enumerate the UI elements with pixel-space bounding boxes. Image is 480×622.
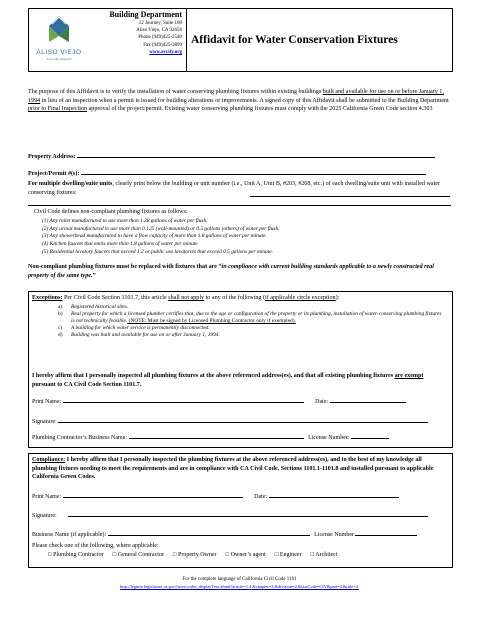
- compliance-license-field[interactable]: [355, 535, 417, 536]
- exceptions-list: [58, 304, 443, 339]
- print-name-label: Print Name:: [32, 399, 62, 405]
- business-name-label: Business Name (if applicable):: [32, 532, 107, 538]
- role-option-architect[interactable]: □ Architect: [310, 552, 338, 558]
- plumber-business-row: [32, 435, 389, 441]
- civil-code-intro: Civil Code defines non-compliant plumbing fixtures as follows:: [34, 209, 188, 215]
- exempt-print-name-field[interactable]: [63, 402, 304, 403]
- project-permit-label: Project/Permit #(s):: [28, 171, 80, 177]
- exception-item[interactable]: a) Registered historical sites.: [58, 304, 129, 310]
- department-title: Building Department: [109, 10, 182, 19]
- checkbox-icon[interactable]: □: [274, 552, 279, 558]
- role-option-plumbing-contractor[interactable]: □ Plumbing Contractor: [48, 552, 104, 558]
- fax: Fax (949)425-3899: [143, 42, 182, 48]
- role-option-property-owner[interactable]: □ Property Owner: [172, 552, 217, 558]
- role-option-engineer[interactable]: □ Engineer: [274, 552, 302, 558]
- civil-code-item: (1) Any toilet manufactured to use more than 1.28 gallons of water per flush.: [42, 218, 208, 224]
- replacement-statement: Non-compliant plumbing fixtures must be replaced with fixtures that are “in compliance with current building standards applicable to a newly constructed real property of the same type.”: [28, 264, 434, 279]
- business-name-label: Plumbing Contractor’s Business Name:: [32, 435, 128, 441]
- exception-item[interactable]: c) A building for which water service is permanently disconnected.: [58, 325, 210, 331]
- role-options: [48, 552, 448, 558]
- address-line-1: 12 Journey, Suite 100: [138, 21, 182, 26]
- logo-mark-icon: [30, 12, 88, 50]
- license-label: License Number: [314, 532, 354, 538]
- form-title: Affidavit for Water Conservation Fixtures: [191, 34, 398, 46]
- civil-code-item: (4) Kitchen faucets that emits more than 1.8 gallons of water per minute: [42, 240, 198, 247]
- exempt-affirmation: I hereby affirm that I personally inspected all plumbing fixtures at the above referenced address(es), and that all existing plumbing fixtures are exempt pursuant to CA Civil Code Section 1101.7.: [32, 373, 424, 388]
- signature-label: Signature:: [32, 513, 57, 519]
- compliance-statement: Compliance: I hereby affirm that I personally inspected the plumbing fixtures at the above referenced address(es), and to the best of my knowledge all plumbing fixtures needing to meet the requirements and are in compliance with CA Civil Code, Sections 1101.1-1101.8 and installed pursuant to applicable California Green Codes.: [32, 457, 434, 480]
- department-info: [90, 10, 182, 56]
- phone: Phone (949)425-2540: [138, 35, 182, 41]
- checkbox-icon[interactable]: □: [48, 552, 52, 558]
- check-prompt: Please check one of the following, where applicable:: [32, 543, 159, 549]
- license-label: License Number:: [308, 435, 350, 441]
- compliance-date-field[interactable]: [269, 497, 399, 498]
- multi-unit-instructions: For multiple dwelling/suite units, clearly print below the building or unit number (i.e., Unit A, Unit B, #203, #208, etc.) of each dwelling/suite unit with installed water conserving fixtures:: [28, 181, 441, 196]
- logo-name: ALISO VIEJO: [36, 49, 82, 56]
- date-label: Date:: [254, 494, 268, 500]
- city-logo: [30, 12, 88, 68]
- checkbox-icon[interactable]: □: [310, 552, 315, 558]
- project-permit-row: [28, 170, 451, 179]
- property-address-row: [28, 153, 451, 162]
- role-option-owners-agent[interactable]: □ Owner’s agent: [225, 552, 266, 558]
- property-address-field[interactable]: [77, 157, 435, 158]
- exempt-date-field[interactable]: [330, 402, 406, 403]
- plumber-business-field[interactable]: [129, 438, 304, 439]
- checkbox-icon[interactable]: □: [112, 552, 117, 558]
- multi-unit-field[interactable]: [250, 196, 450, 197]
- address-line-2: Aliso Viejo, CA 92656: [136, 28, 182, 34]
- signature-label: Signature:: [32, 419, 57, 425]
- plumber-license-field[interactable]: [351, 438, 389, 439]
- compliance-business-field[interactable]: [108, 535, 310, 536]
- exempt-signature-field[interactable]: [58, 422, 428, 423]
- civil-code-item: (2) Any urinal manufactured to use more than 0.125 (wall-mounted) or 0.5 gallons (others) of water per flush.: [42, 225, 280, 232]
- multi-unit-field-2[interactable]: [28, 205, 451, 206]
- role-option-general-contractor[interactable]: □ General Contractor: [112, 552, 164, 558]
- exception-item[interactable]: d) Building was built and available for use on or after January 1, 1994.: [58, 332, 220, 338]
- exception-item[interactable]: b) Real property for which a licensed plumber certifies that, due to the age or configuration of the property or its plumbing, installation of water-conserving plumbing fixtures is not technically feasible. (NOTE: Must be signed by Licensed Plumbing Contractor only if exempted).: [58, 311, 442, 324]
- compliance-print-name-row: [32, 494, 399, 500]
- date-label: Date:: [315, 399, 329, 405]
- compliance-signature-field[interactable]: [68, 516, 428, 517]
- checkbox-icon[interactable]: □: [225, 552, 230, 558]
- compliance-print-name-field[interactable]: [63, 497, 243, 498]
- exempt-print-name-row: [32, 399, 406, 405]
- footer-note: For the complete language of California Civil Code 1101: [182, 577, 297, 582]
- property-address-label: Property Address:: [28, 154, 76, 160]
- print-name-label: Print Name:: [32, 494, 62, 500]
- civil-code-list: [42, 218, 447, 257]
- checkbox-icon[interactable]: □: [172, 552, 177, 558]
- logo-tagline: Live Life Inspired: [46, 57, 72, 61]
- project-permit-field[interactable]: [81, 174, 426, 175]
- exceptions-intro: Exceptions: Per Civil Code Section 1101.7, this article shall not apply to any of the following (if applicable circle exception):: [32, 295, 340, 301]
- civil-code-item: (3) Any showerhead manufactured to have a flow capacity of more than 1.8 gallons of water per minute.: [42, 233, 267, 239]
- website-link[interactable]: www.avcity.org: [149, 49, 182, 55]
- compliance-signature-row: [32, 513, 428, 519]
- civil-code-item: (5) Residential lavatory faucets that exceed 1.2 or public use lavatories that exceed 0.5 gallons per minute.: [42, 249, 273, 255]
- exempt-signature-row: [32, 419, 428, 425]
- intro-paragraph: The purpose of this Affidavit is to verify the installation of water conserving plumbing fixtures within existing buildings built and available for use on or before January 1, 1994 in lieu of an inspection when a permit is issued for building alterations or improvements. A signed copy of this Affidavit shall be submitted to the Building Department prior to Final Inspection approval of the project/permit. Existing water conserving plumbing fixtures must comply with the 2025 California Green Code section 4.303: [28, 89, 449, 112]
- header-divider: [186, 8, 187, 72]
- civil-code-link[interactable]: http://leginfo.legislature.ca.gov/faces/codes_displayText.xhtml?article=1.4.&chapter=2.&division=2.&lawCode=CIV&part=4.&title=4.: [120, 584, 359, 589]
- compliance-business-row: [32, 532, 417, 538]
